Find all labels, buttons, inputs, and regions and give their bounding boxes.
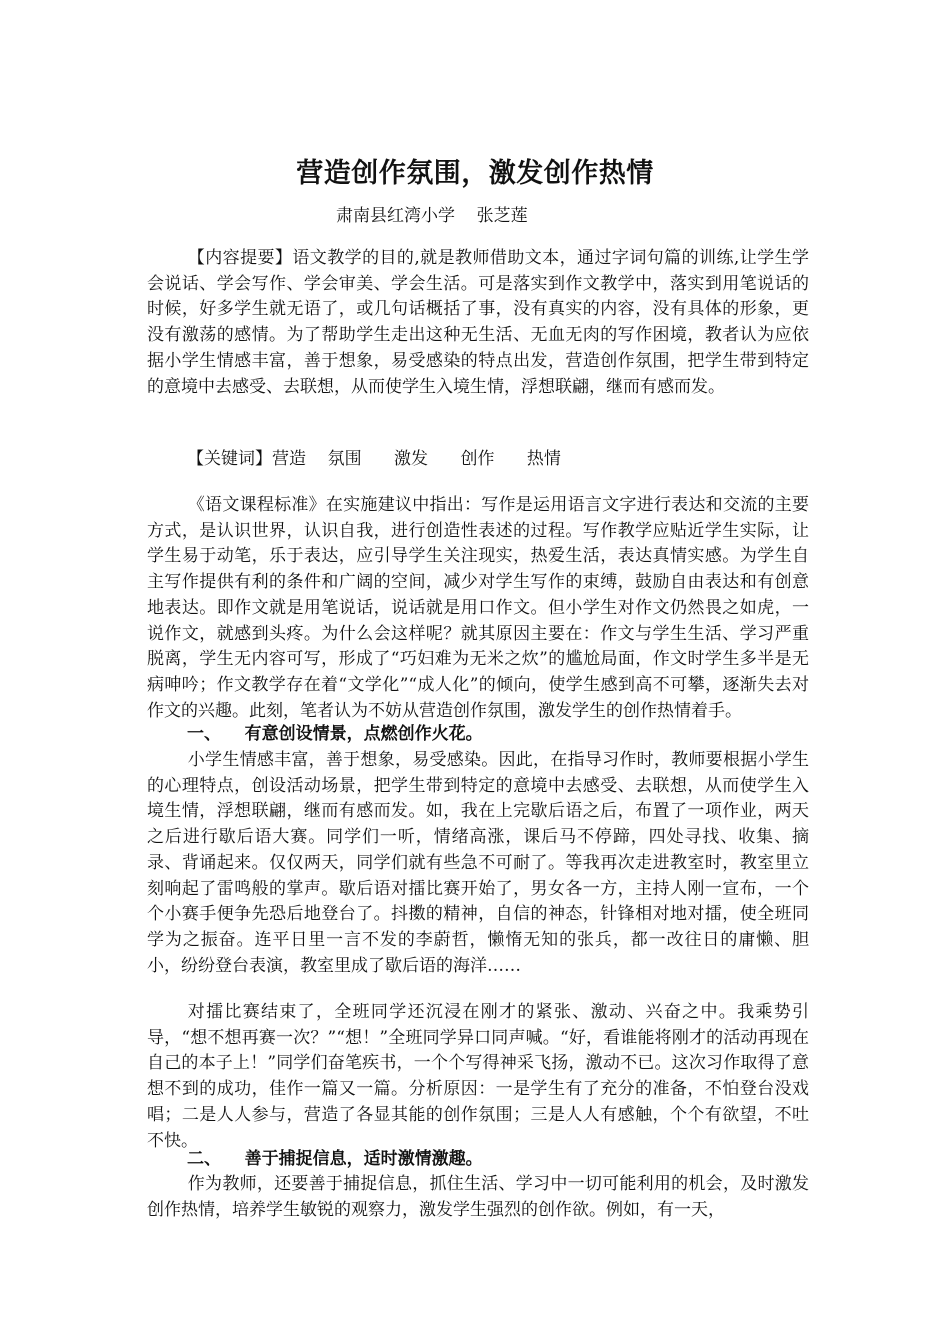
section-1-body [147,748,809,979]
section-heading-1: 一、 有意创设情景，点燃创作火花。 [187,724,483,744]
document-title: 营造创作氛围，激发创作热情 [296,158,654,189]
abstract-paragraph: 【内容提要】语文教学的目的,就是教师借助文本，通过字词句篇的训练,让学生学会说话、学会写作、学会审美、学会生活。可是落实到作文教学中，落实到用笔说话的时候，好多学生就无语了，或几句话概括了事，没有真实的内容，没有具体的形象，更没有激荡的感情。为了帮助学生走出这种无生活、无血无肉的写作困境，教者认为应依据小学生情感丰富，善于想象，易受感染的特点出发，营造创作氛围，把学生带到特定的意境中去感受、去联想，从而使学生入境生情，浮想联翩，继而有感而发。 [147,248,809,397]
intro-section [147,493,809,724]
section-2-body [147,1172,809,1223]
section-1-paragraph-1: 小学生情感丰富，善于想象，易受感染。因此，在指导习作时，教师要根据小学生的心理特点，创设活动场景，把学生带到特定的意境中去感受、去联想，从而使学生入境生情，浮想联翩，继而有感而发。如，我在上完歇后语之后，布置了一项作业，两天之后进行歇后语大赛。同学们一听，情绪高涨，课后马不停蹄，四处寻找、收集、摘录、背诵起来。仅仅两天，同学们就有些急不可耐了。等我再次走进教室时，教室里立刻响起了雷鸣般的掌声。歇后语对擂比赛开始了，男女各一方，主持人刚一宣布，一个个小赛手便争先恐后地登台了。抖擞的精神，自信的神态，针锋相对地对擂，使全班同学为之振奋。连平日里一言不发的李蔚哲，懒惰无知的张兵，都一改往日的庸懒、胆小，纷纷登台表演，教室里成了歇后语的海洋…… [147,750,809,976]
abstract-section [147,246,809,400]
keywords-line: 【关键词】营造 氛围 激发 创作 热情 [187,449,561,469]
section-1-paragraph-2: 对擂比赛结束了，全班同学还沉浸在刚才的紧张、激动、兴奋之中。我乘势引导，“想不想再赛一次？”“想！”全班同学异口同声喊。“好，看谁能将刚才的活动再现在自己的本子上！”同学们奋笔疾书，一个个写得神采飞扬，激动不已。这次习作取得了意想不到的成功，佳作一篇又一篇。分析原因：一是学生有了充分的准备，不怕登台没戏唱；二是人人参与，营造了各显其能的创作氛围；三是人人有感触，个个有欲望，不吐不快。 [147,1002,809,1151]
section-heading-2: 二、 善于捕捉信息，适时激情激趣。 [187,1149,483,1169]
section-1-body-continued [147,1000,809,1154]
section-2-paragraph-1: 作为教师，还要善于捕捉信息，抓住生活、学习中一切可能利用的机会，及时激发创作热情，培养学生敏锐的观察力，激发学生强烈的创作欲。例如，有一天， [147,1174,809,1220]
intro-paragraph: 《语文课程标准》在实施建议中指出：写作是运用语言文字进行表达和交流的主要方式，是认识世界，认识自我，进行创造性表述的过程。写作教学应贴近学生实际，让学生易于动笔，乐于表达，应引导学生关注现实，热爱生活，表达真情实感。为学生自主写作提供有利的条件和广阔的空间，减少对学生写作的束缚，鼓励自由表达和有创意地表达。即作文就是用笔说话，说话就是用口作文。但小学生对作文仍然畏之如虎，一说作文，就感到头疼。为什么会这样呢？就其原因主要在：作文与学生生活、学习严重脱离，学生无内容可写，形成了“巧妇难为无米之炊”的尴尬局面，作文时学生多半是无病呻吟；作文教学存在着“文学化”“成人化”的倾向，使学生感到高不可攀，逐渐失去对作文的兴趣。此刻，笔者认为不妨从营造创作氛围，激发学生的创作热情着手。 [147,495,809,721]
author-line: 肃南县红湾小学 张芝莲 [336,206,528,226]
